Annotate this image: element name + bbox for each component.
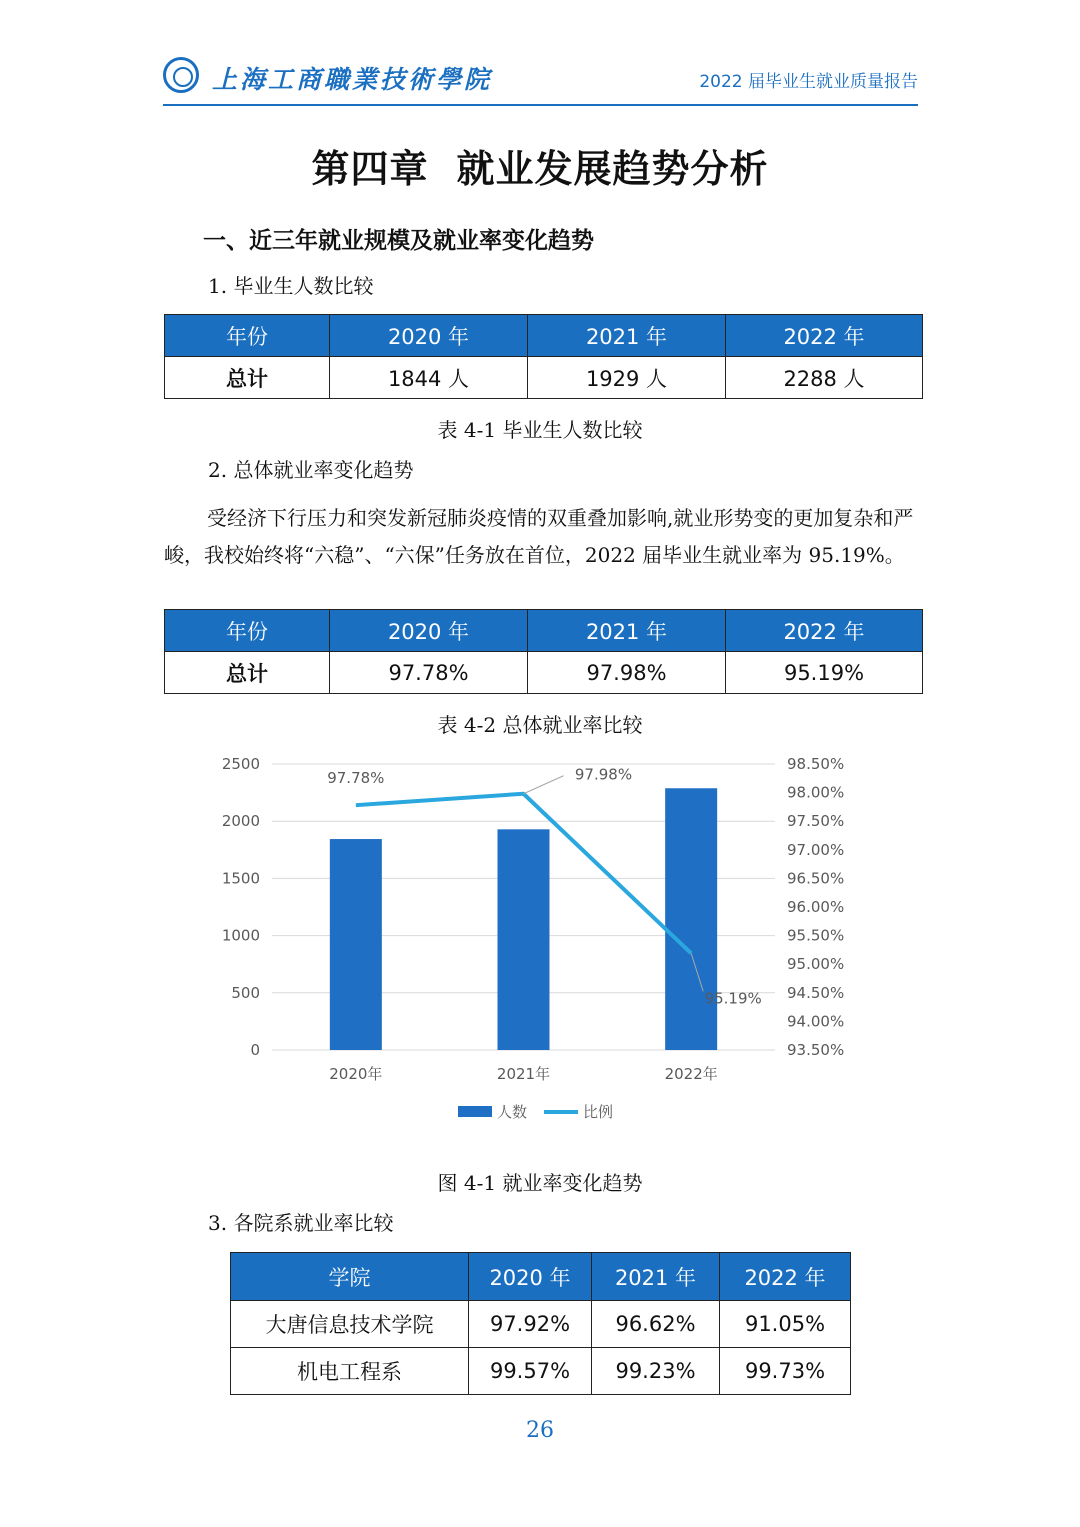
- table-row: [231, 1348, 851, 1395]
- table-header: 2021 年: [592, 1253, 720, 1301]
- right-axis-tick-label: 95.00%: [787, 955, 845, 974]
- table-cell: 99.23%: [592, 1348, 720, 1395]
- category-tick-label: 2021年: [496, 1065, 551, 1083]
- data-label: 95.19%: [704, 989, 762, 1008]
- legend-swatch-bar: [458, 1106, 492, 1117]
- table-cell: 97.78%: [330, 652, 528, 694]
- table-header: 年份: [165, 315, 330, 357]
- right-axis-tick-label: 98.00%: [787, 783, 845, 802]
- table-header: 2022 年: [726, 315, 923, 357]
- right-axis-tick-label: 96.50%: [787, 869, 845, 888]
- employment-trend-chart: [200, 740, 880, 1140]
- legend-label: 人数: [497, 1103, 528, 1121]
- graduates-table: [164, 314, 923, 399]
- right-axis-tick-label: 93.50%: [787, 1041, 845, 1059]
- table-cell: 91.05%: [720, 1301, 851, 1348]
- school-logo: [163, 57, 199, 93]
- table-row: [231, 1301, 851, 1348]
- table-cell: 96.62%: [592, 1301, 720, 1348]
- bar: [330, 839, 382, 1050]
- table-header: 2021 年: [528, 315, 726, 357]
- bar: [498, 829, 550, 1050]
- page-number: 26: [526, 1418, 554, 1443]
- table-cell: 机电工程系: [231, 1348, 469, 1395]
- table-cell: 2288 人: [726, 357, 923, 399]
- category-tick-label: 2022年: [664, 1065, 718, 1083]
- bar: [665, 788, 717, 1050]
- left-axis-tick-label: 500: [231, 983, 260, 1002]
- table2-caption: 表 4-2 总体就业率比较: [437, 713, 643, 737]
- table-cell: 总计: [165, 652, 330, 694]
- header-divider: [163, 104, 918, 106]
- left-axis-tick-label: 0: [250, 1041, 260, 1059]
- subheading-rate: 2. 总体就业率变化趋势: [208, 458, 414, 482]
- table-header: 2020 年: [330, 315, 528, 357]
- report-title: 2022 届毕业生就业质量报告: [699, 72, 918, 92]
- school-name: 上海工商職業技術學院: [212, 65, 493, 94]
- chapter-name: 就业发展趋势分析: [456, 146, 769, 191]
- table-header: 年份: [165, 610, 330, 652]
- table-cell: 99.57%: [469, 1348, 592, 1395]
- table-cell: 97.92%: [469, 1301, 592, 1348]
- rate-table: [164, 609, 923, 694]
- left-axis-tick-label: 2000: [221, 812, 260, 831]
- left-axis-tick-label: 2500: [221, 755, 260, 773]
- table-header: 2022 年: [720, 1253, 851, 1301]
- subheading-graduates: 1. 毕业生人数比较: [208, 274, 374, 298]
- left-axis-tick-label: 1000: [221, 926, 260, 945]
- right-axis-tick-label: 98.50%: [787, 755, 845, 773]
- table-cell: 大唐信息技术学院: [231, 1301, 469, 1348]
- department-table: [230, 1252, 851, 1395]
- table-header: 2021 年: [528, 610, 726, 652]
- left-axis-tick-label: 1500: [221, 869, 260, 888]
- table-header: 学院: [231, 1253, 469, 1301]
- subheading-departments: 3. 各院系就业率比较: [208, 1211, 394, 1235]
- right-axis-tick-label: 96.00%: [787, 898, 845, 916]
- table-cell: 1844 人: [330, 357, 528, 399]
- chapter-title: [0, 138, 1080, 193]
- legend-label: 比例: [583, 1103, 614, 1121]
- data-label: 97.98%: [574, 765, 633, 784]
- table-cell: 97.98%: [528, 652, 726, 694]
- table-cell: 99.73%: [720, 1348, 851, 1395]
- right-axis-tick-label: 95.50%: [787, 926, 845, 945]
- data-label: 97.78%: [327, 769, 385, 788]
- table-cell: 95.19%: [726, 652, 923, 694]
- table-header: 2020 年: [469, 1253, 592, 1301]
- right-axis-tick-label: 97.50%: [787, 812, 845, 831]
- figure-caption: 图 4-1 就业率变化趋势: [437, 1171, 643, 1195]
- leader-line: [524, 776, 564, 794]
- table-header: 2020 年: [330, 610, 528, 652]
- table-cell: 1929 人: [528, 357, 726, 399]
- paragraph: 受经济下行压力和突发新冠肺炎疫情的双重叠加影响,就业形势变的更加复杂和严峻，我校始终将“六稳”、“六保”任务放在首位，2022 届毕业生就业率为 95.19%。: [164, 506, 914, 567]
- right-axis-tick-label: 97.00%: [787, 840, 845, 859]
- category-tick-label: 2020年: [329, 1065, 383, 1083]
- right-axis-tick-label: 94.50%: [787, 983, 845, 1002]
- table-header: 2022 年: [726, 610, 923, 652]
- chapter-number: 第四章: [311, 146, 429, 191]
- section-heading: 一、近三年就业规模及就业率变化趋势: [203, 227, 594, 254]
- right-axis-tick-label: 94.00%: [787, 1012, 845, 1031]
- table1-caption: 表 4-1 毕业生人数比较: [437, 418, 643, 442]
- table-cell: 总计: [165, 357, 330, 399]
